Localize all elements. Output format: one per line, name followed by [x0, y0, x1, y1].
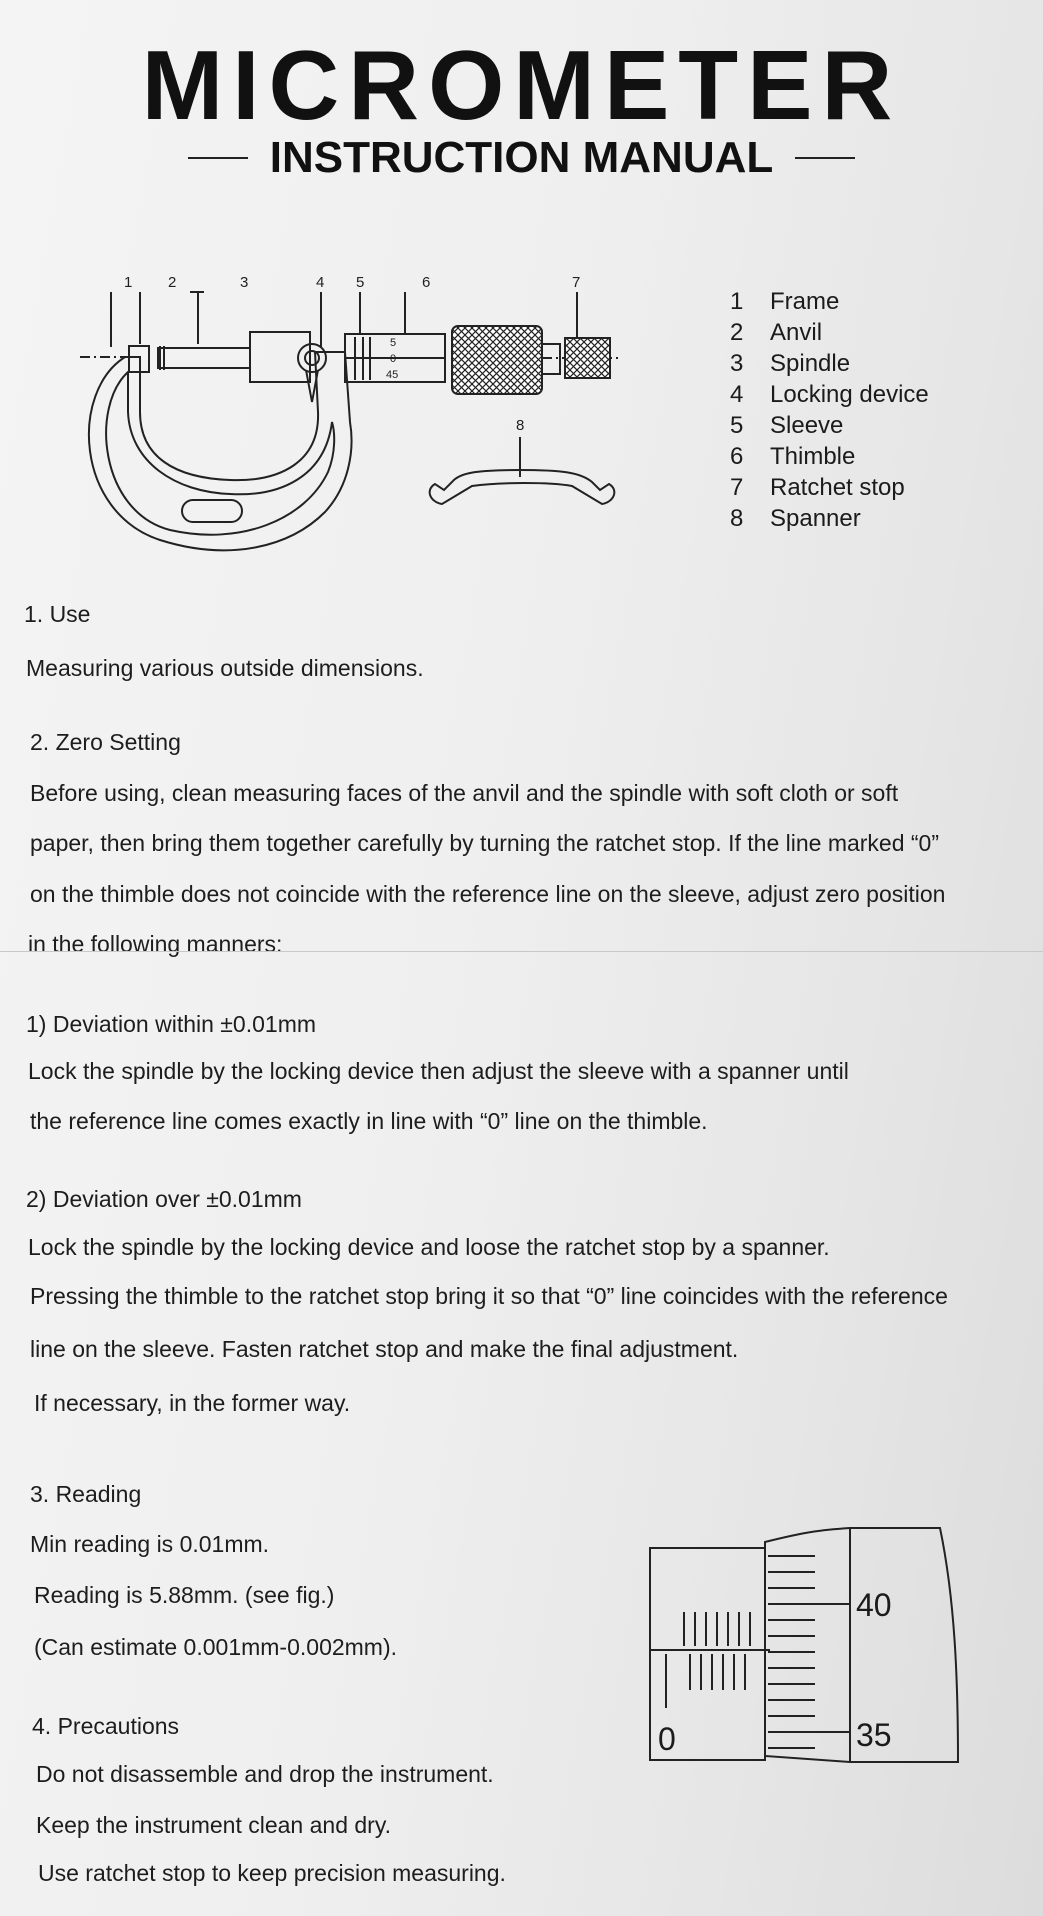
parts-list-item: 7 Ratchet stop — [730, 474, 905, 501]
deviation-within-line: Lock the spindle by the locking device then adjust the sleeve with a spanner until — [28, 1058, 849, 1084]
thimble-shape — [452, 326, 542, 394]
parts-list-item: 8 Spanner — [730, 505, 861, 532]
section-reading-heading: 3. Reading — [30, 1481, 142, 1507]
section-zero-line: in the following manners: — [28, 931, 283, 957]
section-reading-line: (Can estimate 0.001mm-0.002mm). — [34, 1634, 398, 1660]
callout-1: 1 — [124, 274, 133, 291]
document-title: MICROMETER — [141, 30, 902, 140]
section-precautions-line: Use ratchet stop to keep precision measuring. — [38, 1860, 506, 1886]
section-use-text: Measuring various outside dimensions. — [26, 655, 424, 681]
parts-list-item: 3 Spindle — [730, 350, 851, 377]
parts-list-item: 1 Frame — [730, 288, 840, 315]
deviation-over-line: Pressing the thimble to the ratchet stop bring it so that “0” line coincides with the reference — [30, 1283, 948, 1309]
callout-4: 4 — [316, 274, 325, 291]
spindle-shape — [158, 348, 250, 368]
sleeve-label-0: 0 — [658, 1721, 676, 1757]
subtitle-rule-left — [188, 157, 248, 159]
deviation-over-line: Lock the spindle by the locking device and loose the ratchet stop by a spanner. — [28, 1234, 830, 1260]
micrometer-diagram — [80, 272, 640, 562]
locking-knob — [298, 344, 326, 372]
spanner-shape — [430, 470, 615, 504]
parts-list-item: 6 Thimble — [730, 443, 856, 470]
sleeve-scale-0: 0 — [390, 353, 397, 365]
callout-2: 2 — [168, 274, 177, 291]
deviation-over-heading: 2) Deviation over ±0.01mm — [26, 1186, 302, 1212]
sleeve-scale-5: 5 — [390, 337, 397, 349]
deviation-within-line: the reference line comes exactly in line with “0” line on the thimble. — [30, 1108, 708, 1134]
paper-fold-line — [0, 951, 1043, 952]
section-zero-line: Before using, clean measuring faces of the anvil and the spindle with soft cloth or soft — [30, 780, 899, 806]
section-zero-line: paper, then bring them together carefully by turning the ratchet stop. If the line marked “0” — [30, 830, 940, 856]
section-precautions-line: Do not disassemble and drop the instrument. — [36, 1761, 494, 1787]
parts-list-item: 2 Anvil — [730, 319, 823, 346]
section-zero-line: on the thimble does not coincide with the reference line on the sleeve, adjust zero position — [30, 881, 946, 907]
callout-3: 3 — [240, 274, 249, 291]
document-subtitle: INSTRUCTION MANUAL — [269, 133, 774, 182]
locking-block — [250, 332, 310, 382]
callout-8: 8 — [516, 417, 525, 434]
section-precautions-line: Keep the instrument clean and dry. — [36, 1812, 392, 1838]
thimble-label-35: 35 — [856, 1717, 892, 1753]
sleeve-scale-45: 45 — [386, 369, 399, 381]
section-precautions-heading: 4. Precautions — [32, 1713, 180, 1739]
subtitle-rule-right — [795, 157, 855, 159]
section-zero-heading: 2. Zero Setting — [30, 729, 181, 755]
section-reading-line: Reading is 5.88mm. (see fig.) — [34, 1582, 335, 1608]
parts-list — [730, 286, 929, 534]
deviation-over-line: line on the sleeve. Fasten ratchet stop and make the final adjustment. — [30, 1336, 739, 1362]
section-reading-line: Min reading is 0.01mm. — [30, 1531, 270, 1557]
thimble-label-40: 40 — [856, 1587, 892, 1623]
deviation-over-line: If necessary, in the former way. — [34, 1390, 351, 1416]
callout-7: 7 — [572, 274, 581, 291]
reading-figure — [640, 1520, 970, 1770]
section-use-heading: 1. Use — [24, 601, 91, 627]
document-subtitle-row — [0, 133, 1043, 182]
callout-5: 5 — [356, 274, 365, 291]
parts-list-item: 5 Sleeve — [730, 412, 844, 439]
ratchet-shape — [565, 338, 610, 378]
frame-oval — [182, 500, 242, 522]
deviation-within-heading: 1) Deviation within ±0.01mm — [26, 1011, 317, 1037]
parts-list-item: 4 Locking device — [730, 381, 929, 408]
callout-6: 6 — [422, 274, 431, 291]
